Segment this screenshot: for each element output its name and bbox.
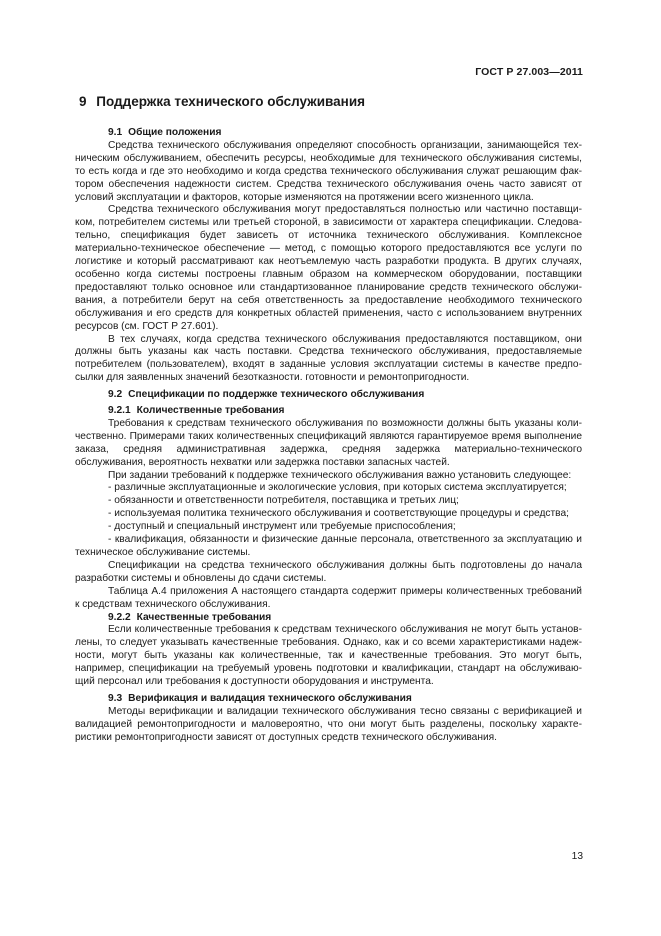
section-9-3-paragraph: Методы верификации и валидации технического обслуживания тесно связаны с верификацией и валидацией ремонтопригодности и маловероятно, что они могут быть разделены, поскольку характеристики ремонтопригодности зависят от доступных средств технического обслуживания. [75,705,582,743]
section-9-2-2-title: Качественные требования [136,611,272,623]
document-standard-id: ГОСТ Р 27.003—2011 [475,66,583,78]
section-9-2-1-paragraph: Требования к средствам технического обслуживания по возможности должны быть указаны количественно. Примерами таких количественных спецификаций являются гарантируемое время выполнение заказа, средняя административная задержка, средняя задержка материально-технического обслуживания, вероятность нехватки или задержка поставки запасных частей. [75,417,582,468]
section-9-3-number: 9.3 [108,692,123,704]
section-9-1-number: 9.1 [108,127,123,138]
section-9-2-1-list-intro: При задании требований к поддержке технического обслуживания важно установить следующее: [108,469,572,481]
list-item: - квалификация, обязанности и физические данные персонала, ответственного за эксплуатацию и техническое обслуживание системы. [75,534,582,558]
section-9-2-heading [75,389,582,402]
section-9-number: 9 [79,94,87,109]
page-content [75,94,582,745]
section-9-2-2-number: 9.2.2 [108,611,131,623]
section-9-heading [77,94,582,110]
section-9-3-title: Верификация и валидация технического обслуживания [128,692,412,704]
section-9-2-2-paragraph: Если количественные требования к средствам технического обслуживания не могут быть установлены, то следует указывать качественные требования. Однако, как и со всеми характеристиками надежности, могут быть указаны как количественные, так и качественные требования. Это могут быть, например, спецификации на требуемый уровень подготовки и квалификации, стандарт на обслуживающий персонал или требования к доступности оборудования и инструмента. [75,624,582,688]
section-9-2-1-paragraph: Таблица А.4 приложения А настоящего стандарта содержит примеры количественных требований к средствам технического обслуживания. [75,585,582,610]
section-9-1-paragraph: Средства технического обслуживания могут предоставляться полностью или частично поставщиком, потребителем системы или третьей стороной, в зависимости от характера спецификации. Следовательно, спецификация будет зависеть от источника технического обслуживания. Комплексное материально-техническое обеспечение — метод, с помощью которого предоставляются все услуги по логистике и который рассматривают как неотъемлемую часть разработки продукта. В других случаях, особенно когда системы построены главным образом на коммерческом оборудовании, поставщики предоставляют только основное или стандартизованное планирование средств технического обслуживания, а потребители берут на себя ответственность за предоставление необходимого технического обслуживания и его средств для конкретных областей применения, часто с использованием внутренних ресурсов (см. ГОСТ Р 27.601). [75,204,582,332]
section-9-1-heading [75,127,582,140]
section-9-2-1-title: Количественные требования [136,405,285,417]
section-9-1-paragraph: Средства технического обслуживания определяют способность организации, занимающейся техническим обслуживанием, обеспечить ресурсы, необходимые для технического обслуживания системы, то есть когда и где это необходимо и когда средства технического обслуживания служат решающим фактором обеспечения надежности систем. Средства технического обслуживания очень часто зависят от условий эксплуатации и факторов, которые изменяются на протяжении всего жизненного цикла. [75,139,582,203]
section-9-3-heading [75,693,582,706]
section-9-1-paragraph: В тех случаях, когда средства технического обслуживания предоставляются поставщиком, они должны быть указаны как часть поставки. Средства технического обслуживания, предоставляемые потребителем (пользователем), входят в заданные условия эксплуатации системы в качестве предпосылки для заявленных значений безотказности. готовности и ремонтопригодности. [75,333,582,384]
list-item: - используемая политика технического обслуживания и соответствующие процедуры и средства; [108,508,569,520]
section-9-2-2-heading [75,612,582,625]
section-9-2-1-number: 9.2.1 [108,405,131,417]
section-9-2-title: Спецификации по поддержке технического обслуживания [128,389,425,401]
section-9-title: Поддержка технического обслуживания [96,94,366,109]
section-9-2-number: 9.2 [108,389,123,401]
list-item: - различные эксплуатационные и экологические условия, при которых система эксплуатируется; [108,482,567,494]
section-9-2-1-paragraph: Спецификации на средства технического обслуживания должны быть подготовлены до начала разработки системы и обновлены до сдачи системы. [75,559,582,584]
section-9-2-1-heading [75,405,582,418]
page-number: 13 [571,851,583,862]
list-item: - обязанности и ответственности потребителя, поставщика и третьих лиц; [108,495,459,507]
section-9-1-title: Общие положения [128,127,222,138]
list-item: - доступный и специальный инструмент или требуемые приспособления; [108,521,456,533]
